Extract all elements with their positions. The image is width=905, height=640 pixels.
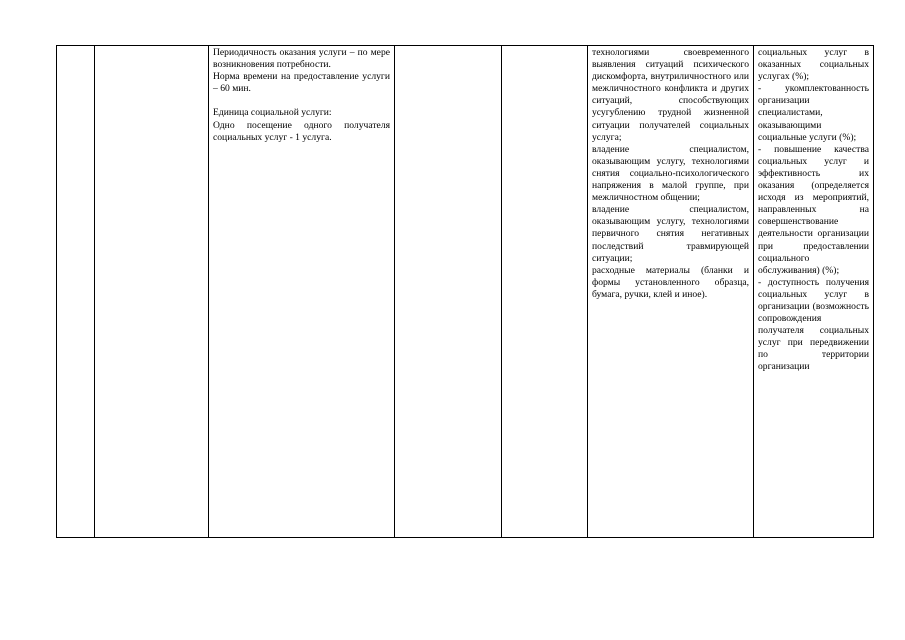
table-cell-empty-4 bbox=[395, 46, 502, 538]
table-cell-indicators bbox=[754, 46, 874, 538]
table-cell-number bbox=[57, 46, 95, 538]
table-cell-conditions bbox=[588, 46, 754, 538]
table-row bbox=[57, 46, 874, 538]
conditions-text: технологиями своевременного выявления ситуаций психического дискомфорта, внутриличностного или межличностного конфликта и других ситуаций, способствующих усугублению трудной жизненной ситуации получателей социальных услуга; владение специалистом, оказывающим услугу, технологиями снятия социально-психологического напряжения в малой группе, при межличностном общении; владение специалистом, оказывающим услугу, технологиями первичного снятия негативных последствий травмирующей ситуации; расходные материалы (бланки и формы установленного образца, бумага, ручки, клей и иное). bbox=[592, 47, 749, 300]
periodicity-text: Периодичность оказания услуги – по мере возникновения потребности. Норма времени на предоставление услуги – 60 мин. Единица социальной услуги: Одно посещение одного получателя социальных услуг - 1 услуга. bbox=[213, 47, 390, 143]
table-cell-empty-5 bbox=[502, 46, 588, 538]
services-table bbox=[56, 45, 874, 538]
table-cell-periodicity bbox=[209, 46, 395, 538]
table-cell-service-name bbox=[95, 46, 209, 538]
indicators-text: социальных услуг в оказанных социальных услугах (%); - укомплектованность организации специалистами, оказывающими социальные услуги (%); - повышение качества социальных услуг и эффективность их оказания (определяется исходя из мероприятий, направленных на совершенствование деятельности организации при предоставлении социального обслуживания) (%); - доступность получения социальных услуг в организации (возможность сопровождения получателя социальных услуг при передвижении по территории организации bbox=[758, 47, 869, 373]
